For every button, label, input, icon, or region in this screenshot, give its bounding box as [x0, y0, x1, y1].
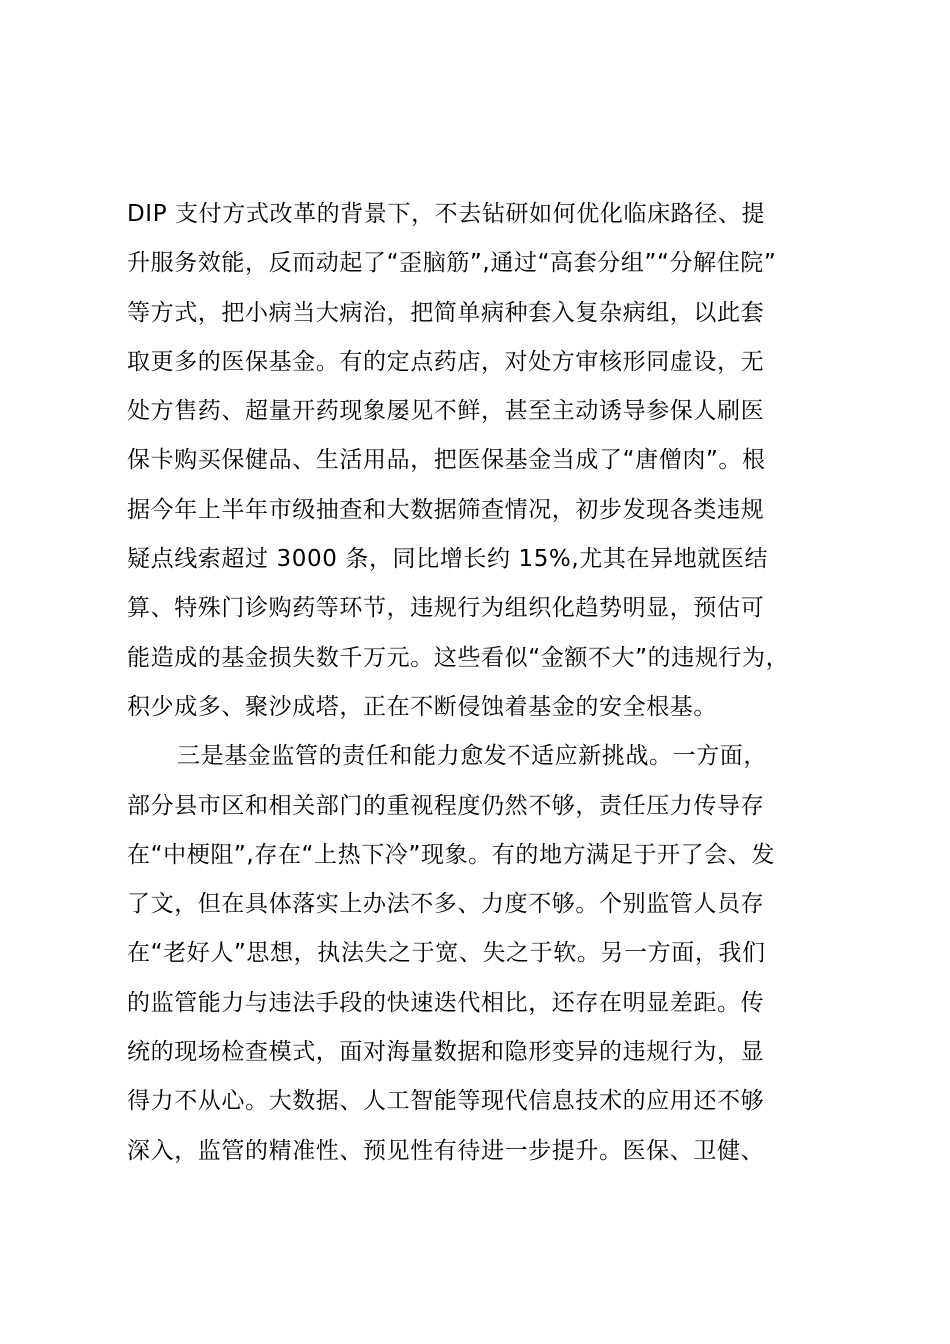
paragraph-1-line: 算、特殊门诊购药等环节，违规行为组织化趋势明显，预估可: [127, 595, 765, 622]
paragraph-2-line: 在“老好人”思想，执法失之于宽、失之于软。另一方面，我们: [127, 940, 766, 967]
paragraph-1-line: 积少成多、聚沙成塔，正在不断侵蚀着基金的安全根基。: [127, 693, 717, 720]
paragraph-2-first-line: 三是基金监管的责任和能力愈发不适应新挑战。一方面，: [177, 743, 767, 770]
document-body: [127, 190, 847, 1176]
paragraph-1-line: 升服务效能，反而动起了“歪脑筋”,通过“高套分组”“分解住院”: [127, 250, 777, 277]
paragraph-1-line: 能造成的基金损失数千万元。这些看似“金额不大”的违规行为，: [127, 644, 790, 671]
paragraph-1-line: 处方售药、超量开药现象屡见不鲜，甚至主动诱导参保人刷医: [127, 398, 765, 425]
paragraph-2-line: 统的现场检查模式，面对海量数据和隐形变异的违规行为，显: [127, 1039, 765, 1066]
paragraph-2-line: 部分县市区和相关部门的重视程度仍然不够，责任压力传导存: [127, 792, 765, 819]
paragraph-1-line: 保卡购买保健品、生活用品，把医保基金当成了“唐僧肉”。根: [127, 447, 766, 474]
paragraph-2-line: 深入，监管的精准性、预见性有待进一步提升。医保、卫健、: [127, 1137, 765, 1164]
paragraph-2-line: 在“中梗阻”,存在“上热下冷”现象。有的地方满足于开了会、发: [127, 841, 775, 868]
paragraph-1-line: DIP 支付方式改革的背景下，不去钻研如何优化临床路径、提: [127, 201, 766, 227]
paragraph-2-line: 得力不从心。大数据、人工智能等现代信息技术的应用还不够: [127, 1088, 765, 1115]
paragraph-2: [127, 732, 847, 1176]
paragraph-1-line: 取更多的医保基金。有的定点药店，对处方审核形同虚设，无: [127, 348, 765, 375]
paragraph-1: [127, 190, 847, 732]
paragraph-2-line: 的监管能力与违法手段的快速迭代相比，还存在明显差距。传: [127, 989, 765, 1016]
paragraph-1-line: 等方式，把小病当大病治，把简单病种套入复杂病组，以此套: [127, 299, 765, 326]
paragraph-1-line: 疑点线索超过 3000 条，同比增长约 15%,尤其在异地就医结: [127, 546, 769, 573]
paragraph-2-line: 了文，但在具体落实上办法不多、力度不够。个别监管人员存: [127, 891, 765, 918]
paragraph-1-line: 据今年上半年市级抽查和大数据筛查情况，初步发现各类违规: [127, 496, 765, 523]
